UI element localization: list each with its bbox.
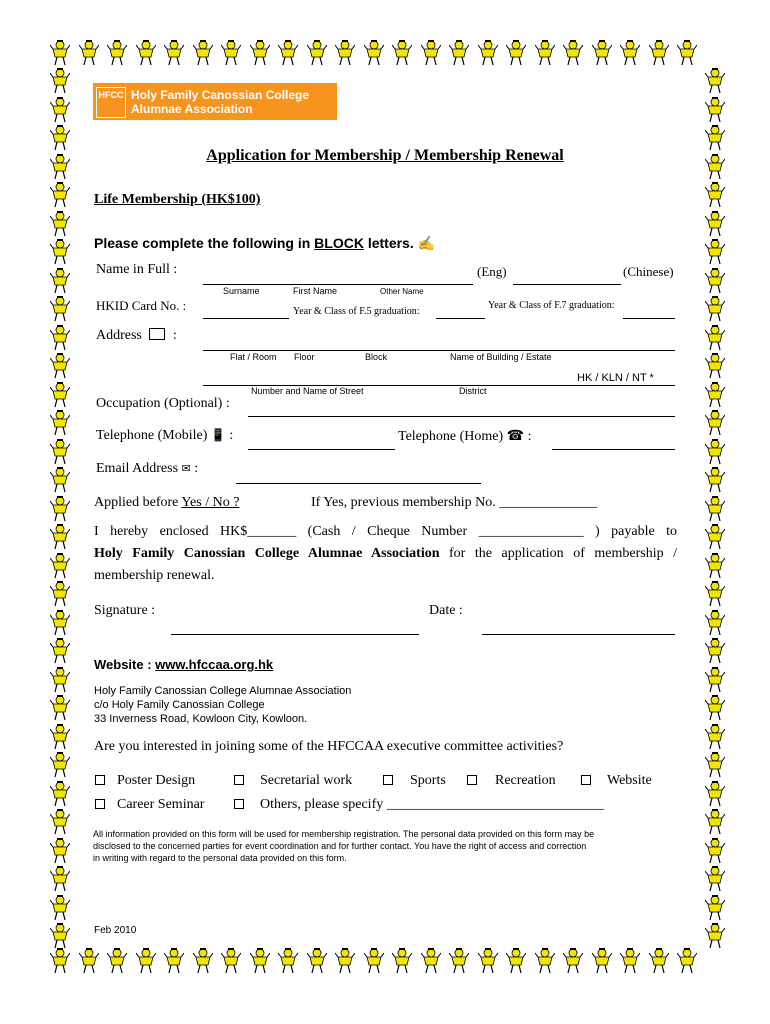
hkid-label: HKID Card No. : [96, 298, 187, 313]
border-figure-icon [506, 40, 526, 66]
border-figure-icon [705, 667, 725, 693]
logo-line-2: Alumnae Association [131, 102, 253, 116]
poster-design-checkbox[interactable] [95, 775, 105, 785]
border-figure-icon [50, 866, 70, 892]
f7-label: Year & Class of F.7 graduation: [488, 300, 615, 311]
border-figure-icon [705, 638, 725, 664]
mobile-phone-icon: 📱 [210, 428, 226, 442]
block-label: Block [365, 352, 388, 362]
f5-label: Year & Class of F.5 graduation: [293, 306, 420, 317]
border-figure-icon [307, 40, 327, 66]
border-figure-icon [50, 40, 70, 66]
border-figure-icon [50, 781, 70, 807]
border-figure-icon [705, 325, 725, 351]
activity-others[interactable]: Others, please specify _______________________________ [234, 797, 604, 813]
border-figure-icon [335, 40, 355, 66]
border-figure-icon [335, 948, 355, 974]
border-figure-icon [478, 40, 498, 66]
name-eng-field[interactable] [203, 284, 473, 285]
hkid-field[interactable] [203, 318, 289, 319]
border-figure-icon [50, 353, 70, 379]
building-label: Name of Building / Estate [450, 352, 552, 362]
border-figure-icon [449, 948, 469, 974]
signature-field[interactable] [171, 634, 419, 635]
border-figure-icon [50, 325, 70, 351]
border-figure-icon [705, 68, 725, 94]
email-icon: ✉ [181, 463, 191, 475]
sports-checkbox[interactable] [383, 775, 393, 785]
border-figure-icon [50, 296, 70, 322]
border-figure-icon [50, 524, 70, 550]
membership-type: Life Membership (HK$100) [94, 192, 261, 207]
border-figure-icon [164, 948, 184, 974]
border-figure-icon [50, 610, 70, 636]
street-label: Number and Name of Street [251, 386, 364, 396]
border-figure-icon [50, 752, 70, 778]
website: Website : www.hfccaa.org.hk [94, 657, 274, 672]
footer-date: Feb 2010 [94, 925, 137, 936]
border-figure-icon [50, 496, 70, 522]
date-field[interactable] [482, 634, 675, 635]
name-label: Name in Full : [96, 262, 178, 277]
border-figure-icon [250, 40, 270, 66]
first-name-label: First Name [293, 286, 338, 296]
activity-sports[interactable]: Sports [383, 773, 446, 789]
border-figure-icon [107, 40, 127, 66]
border-figure-icon [221, 948, 241, 974]
border-figure-icon [50, 724, 70, 750]
form-title: Application for Membership / Membership Renewal [206, 147, 564, 164]
mobile-label: Telephone (Mobile) 📱 : [96, 428, 234, 443]
border-figure-icon [307, 948, 327, 974]
email-field[interactable] [236, 483, 481, 484]
f7-field[interactable] [623, 318, 675, 319]
border-figure-icon [392, 40, 412, 66]
address-label: Address : [96, 328, 177, 343]
border-figure-icon [649, 948, 669, 974]
border-figure-icon [478, 948, 498, 974]
border-figure-icon [50, 439, 70, 465]
border-figure-icon [705, 296, 725, 322]
border-figure-icon [705, 239, 725, 265]
border-figure-icon [705, 752, 725, 778]
border-figure-icon [364, 40, 384, 66]
border-figure-icon [705, 695, 725, 721]
address-line-1[interactable] [203, 350, 675, 351]
border-figure-icon [705, 524, 725, 550]
date-label: Date : [429, 603, 463, 618]
border-figure-icon [705, 895, 725, 921]
home-phone-field[interactable] [552, 449, 675, 450]
border-figure-icon [392, 948, 412, 974]
border-figure-icon [449, 40, 469, 66]
committee-question: Are you interested in joining some of the HFCCAA executive committee activities? [94, 739, 564, 754]
website-link[interactable]: www.hfccaa.org.hk [155, 657, 274, 672]
border-figure-icon [79, 40, 99, 66]
border-figure-icon [705, 439, 725, 465]
border-figure-icon [563, 40, 583, 66]
border-figure-icon [50, 467, 70, 493]
others-checkbox[interactable] [234, 799, 244, 809]
border-figure-icon [620, 40, 640, 66]
border-figure-icon [50, 895, 70, 921]
address-envelope-icon [149, 328, 165, 340]
other-name-label: Other Name [380, 287, 424, 296]
border-figure-icon [136, 40, 156, 66]
border-figure-icon [50, 581, 70, 607]
border-figure-icon [705, 581, 725, 607]
floor-label: Floor [294, 352, 315, 362]
activity-career-seminar[interactable]: Career Seminar [95, 797, 204, 813]
border-figure-icon [278, 40, 298, 66]
border-figure-icon [421, 40, 441, 66]
mobile-field[interactable] [248, 449, 395, 450]
border-figure-icon [50, 410, 70, 436]
border-figure-icon [193, 948, 213, 974]
instruction: Please complete the following in BLOCK letters. ✍ [94, 235, 436, 251]
association-address: Holy Family Canossian College Alumnae Association c/o Holy Family Canossian College 33 Inverness Road, Kowloon City, Kowloon. [94, 685, 352, 725]
border-figure-icon [592, 948, 612, 974]
border-figure-icon [50, 211, 70, 237]
activity-recreation[interactable]: Recreation [467, 773, 556, 789]
border-figure-icon [193, 40, 213, 66]
recreation-checkbox[interactable] [467, 775, 477, 785]
border-figure-icon [705, 382, 725, 408]
border-figure-icon [705, 353, 725, 379]
border-figure-icon [506, 948, 526, 974]
border-figure-icon [705, 97, 725, 123]
border-figure-icon [50, 382, 70, 408]
eng-label: (Eng) [477, 264, 507, 279]
border-figure-icon [50, 667, 70, 693]
border-figure-icon [649, 40, 669, 66]
border-figure-icon [705, 610, 725, 636]
f5-field[interactable] [436, 318, 485, 319]
occupation-field[interactable] [248, 416, 675, 417]
enclose-line-1: I hereby enclosed HK$_______ (Cash / Cheque Number _______________ ) payable to [94, 524, 677, 539]
activity-secretarial-work[interactable]: Secretarial work [234, 773, 352, 789]
association-logo [93, 83, 337, 120]
yes-no-choice[interactable]: Yes / No ? [181, 495, 240, 510]
border-figure-icon [535, 948, 555, 974]
chinese-label: (Chinese) [623, 264, 674, 279]
border-figure-icon [705, 838, 725, 864]
border-figure-icon [705, 467, 725, 493]
occupation-label: Occupation (Optional) : [96, 396, 230, 411]
activity-poster-design[interactable]: Poster Design [95, 773, 195, 789]
border-figure-icon [50, 553, 70, 579]
pen-icon: ✍ [417, 235, 436, 251]
border-figure-icon [50, 268, 70, 294]
border-figure-icon [50, 948, 70, 974]
border-figure-icon [705, 866, 725, 892]
border-figure-icon [592, 40, 612, 66]
border-figure-icon [705, 724, 725, 750]
border-figure-icon [50, 97, 70, 123]
previous-membership: If Yes, previous membership No. ______________ [311, 495, 598, 510]
enclose-line-2: Holy Family Canossian College Alumnae Association for the application of membership / [94, 546, 677, 561]
signature-label: Signature : [94, 603, 156, 618]
border-figure-icon [50, 182, 70, 208]
border-figure-icon [50, 838, 70, 864]
career-seminar-checkbox[interactable] [95, 799, 105, 809]
logo-mark: HFCC [96, 87, 126, 118]
border-figure-icon [705, 809, 725, 835]
email-label: Email Address ✉ : [96, 461, 199, 476]
logo-line-1: Holy Family Canossian College [131, 88, 310, 102]
home-phone-label: Telephone (Home) ☎ : [398, 429, 532, 444]
applied-before: Applied before Yes / No ? [94, 495, 240, 510]
border-figure-icon [705, 496, 725, 522]
border-figure-icon [620, 948, 640, 974]
website-checkbox[interactable] [581, 775, 591, 785]
border-figure-icon [535, 40, 555, 66]
name-chinese-field[interactable] [513, 284, 621, 285]
district-label: District [459, 386, 487, 396]
border-figure-icon [705, 410, 725, 436]
privacy-disclaimer: All information provided on this form will be used for membership registration. The personal data provided on this form may be disclosed to the concerned parties for event coordination and for further contact. You have the right of access and correction in writing with regard to the personal data provided on this form. [93, 829, 595, 863]
border-figure-icon [705, 923, 725, 949]
border-figure-icon [250, 948, 270, 974]
border-figure-icon [221, 40, 241, 66]
border-figure-icon [50, 695, 70, 721]
border-figure-icon [50, 809, 70, 835]
border-figure-icon [421, 948, 441, 974]
flat-label: Flat / Room [230, 352, 277, 362]
activity-website[interactable]: Website [581, 773, 652, 789]
border-figure-icon [677, 948, 697, 974]
enclose-line-3: membership renewal. [94, 568, 215, 583]
border-figure-icon [50, 239, 70, 265]
surname-label: Surname [223, 286, 260, 296]
border-figure-icon [705, 781, 725, 807]
border-figure-icon [79, 948, 99, 974]
border-figure-icon [50, 638, 70, 664]
border-figure-icon [705, 268, 725, 294]
border-figure-icon [164, 40, 184, 66]
border-figure-icon [107, 948, 127, 974]
border-figure-icon [563, 948, 583, 974]
border-figure-icon [50, 923, 70, 949]
border-figure-icon [677, 40, 697, 66]
secretarial-work-checkbox[interactable] [234, 775, 244, 785]
border-figure-icon [278, 948, 298, 974]
border-figure-icon [705, 211, 725, 237]
border-figure-icon [705, 553, 725, 579]
border-figure-icon [136, 948, 156, 974]
border-figure-icon [364, 948, 384, 974]
region-label: HK / KLN / NT * [577, 372, 654, 384]
border-figure-icon [50, 68, 70, 94]
telephone-icon: ☎ [506, 429, 525, 444]
border-figure-icon [705, 182, 725, 208]
